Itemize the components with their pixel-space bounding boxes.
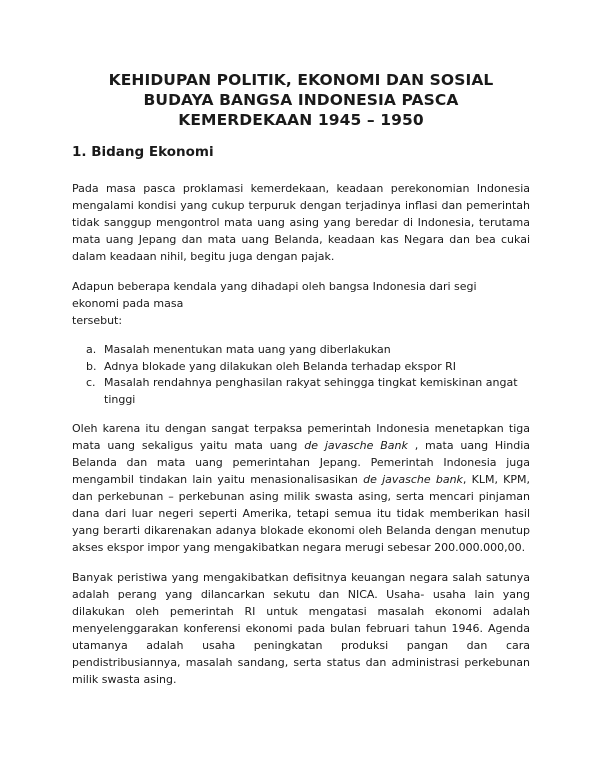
title-line-1: KEHIDUPAN POLITIK, EKONOMI DAN SOSIAL <box>108 71 494 89</box>
paragraph-2 <box>72 278 530 329</box>
paragraph-2-line-3: tersebut: <box>72 314 123 327</box>
paragraph-4: Banyak peristiwa yang mengakibatkan defisitnya keuangan negara salah satunya adalah perang yang dilancarkan sekutu dan NICA. Usaha- usaha lain yang dilakukan oleh pemerintah RI untuk mengatasi masalah ekonomi adalah menyelenggarakan konferensi ekonomi pada bulan februari tahun 1946. Agenda utamanya adalah usaha peningkatan produksi pangan dan cara pendistribusiannya, masalah sandang, serta status dan administrasi perkebunan milik swasta asing. <box>72 571 530 686</box>
paragraph-3-italic-2: de javasche bank <box>363 473 463 486</box>
paragraph-3-part-1: Oleh karena itu dengan sangat terpaksa pemerintah Indonesia menetapkan tiga mata uang sekaligus yaitu mata uang <box>72 422 530 452</box>
document-title <box>72 70 530 130</box>
list-item-text: Adnya blokade yang dilakukan oleh Belanda terhadap ekspor RI <box>104 359 457 373</box>
list-marker: b. <box>86 359 97 373</box>
paragraph-1: Pada masa pasca proklamasi kemerdekaan, keadaan perekonomian Indonesia mengalami kondisi yang cukup terpuruk dengan terjadinya inflasi dan pemerintah tidak sanggup mengontrol mata uang asing yang beredar di Indonesia, terutama mata uang Jepang dan mata uang Belanda, keadaan kas Negara dan bea cukai dalam keadaan nihil, begitu juga dengan pajak. <box>72 182 530 263</box>
list-item-text: Masalah rendahnya penghasilan rakyat sehingga tingkat kemiskinan angat tinggi <box>104 376 518 406</box>
paragraph-3-part-3: , KLM, KPM, dan perkebunan – perkebunan asing milik swasta asing, serta mencari pinjaman dana dari luar negeri seperti Amerika, tetapi semua itu tidak memberikan hasil yang berarti dikarenakan adanya blokade ekonomi oleh Belanda dengan menutup akses ekspor impor yang mengakibatkan negara merugi sebesar 200.000.000,00. <box>72 473 531 554</box>
list-item <box>86 375 530 408</box>
list-item-text: Masalah menentukan mata uang yang diberlakukan <box>104 343 391 356</box>
section-heading: 1. Bidang Ekonomi <box>72 144 214 160</box>
title-line-2: BUDAYA BANGSA INDONESIA PASCA <box>143 91 459 109</box>
paragraph-3-part-2: , mata uang Hindia Belanda dan mata uang pemerintahan Jepang. Pemerintah Indonesia juga mengambil tindakan lain yaitu menasionalisasikan <box>72 439 531 486</box>
paragraph-3-italic-1: de javasche Bank <box>304 439 408 452</box>
list-item <box>86 359 530 376</box>
constraint-list <box>72 342 530 408</box>
list-item <box>86 342 530 359</box>
paragraph-2-line-1: Adapun beberapa kendala yang dihadapi oleh bangsa Indonesia dari segi <box>72 280 477 293</box>
list-marker: a. <box>86 343 97 356</box>
paragraph-3 <box>72 420 530 556</box>
title-line-3: KEMERDEKAAN 1945 – 1950 <box>178 111 424 129</box>
paragraph-2-line-2: ekonomi pada masa <box>72 297 184 310</box>
list-marker: c. <box>86 376 96 389</box>
